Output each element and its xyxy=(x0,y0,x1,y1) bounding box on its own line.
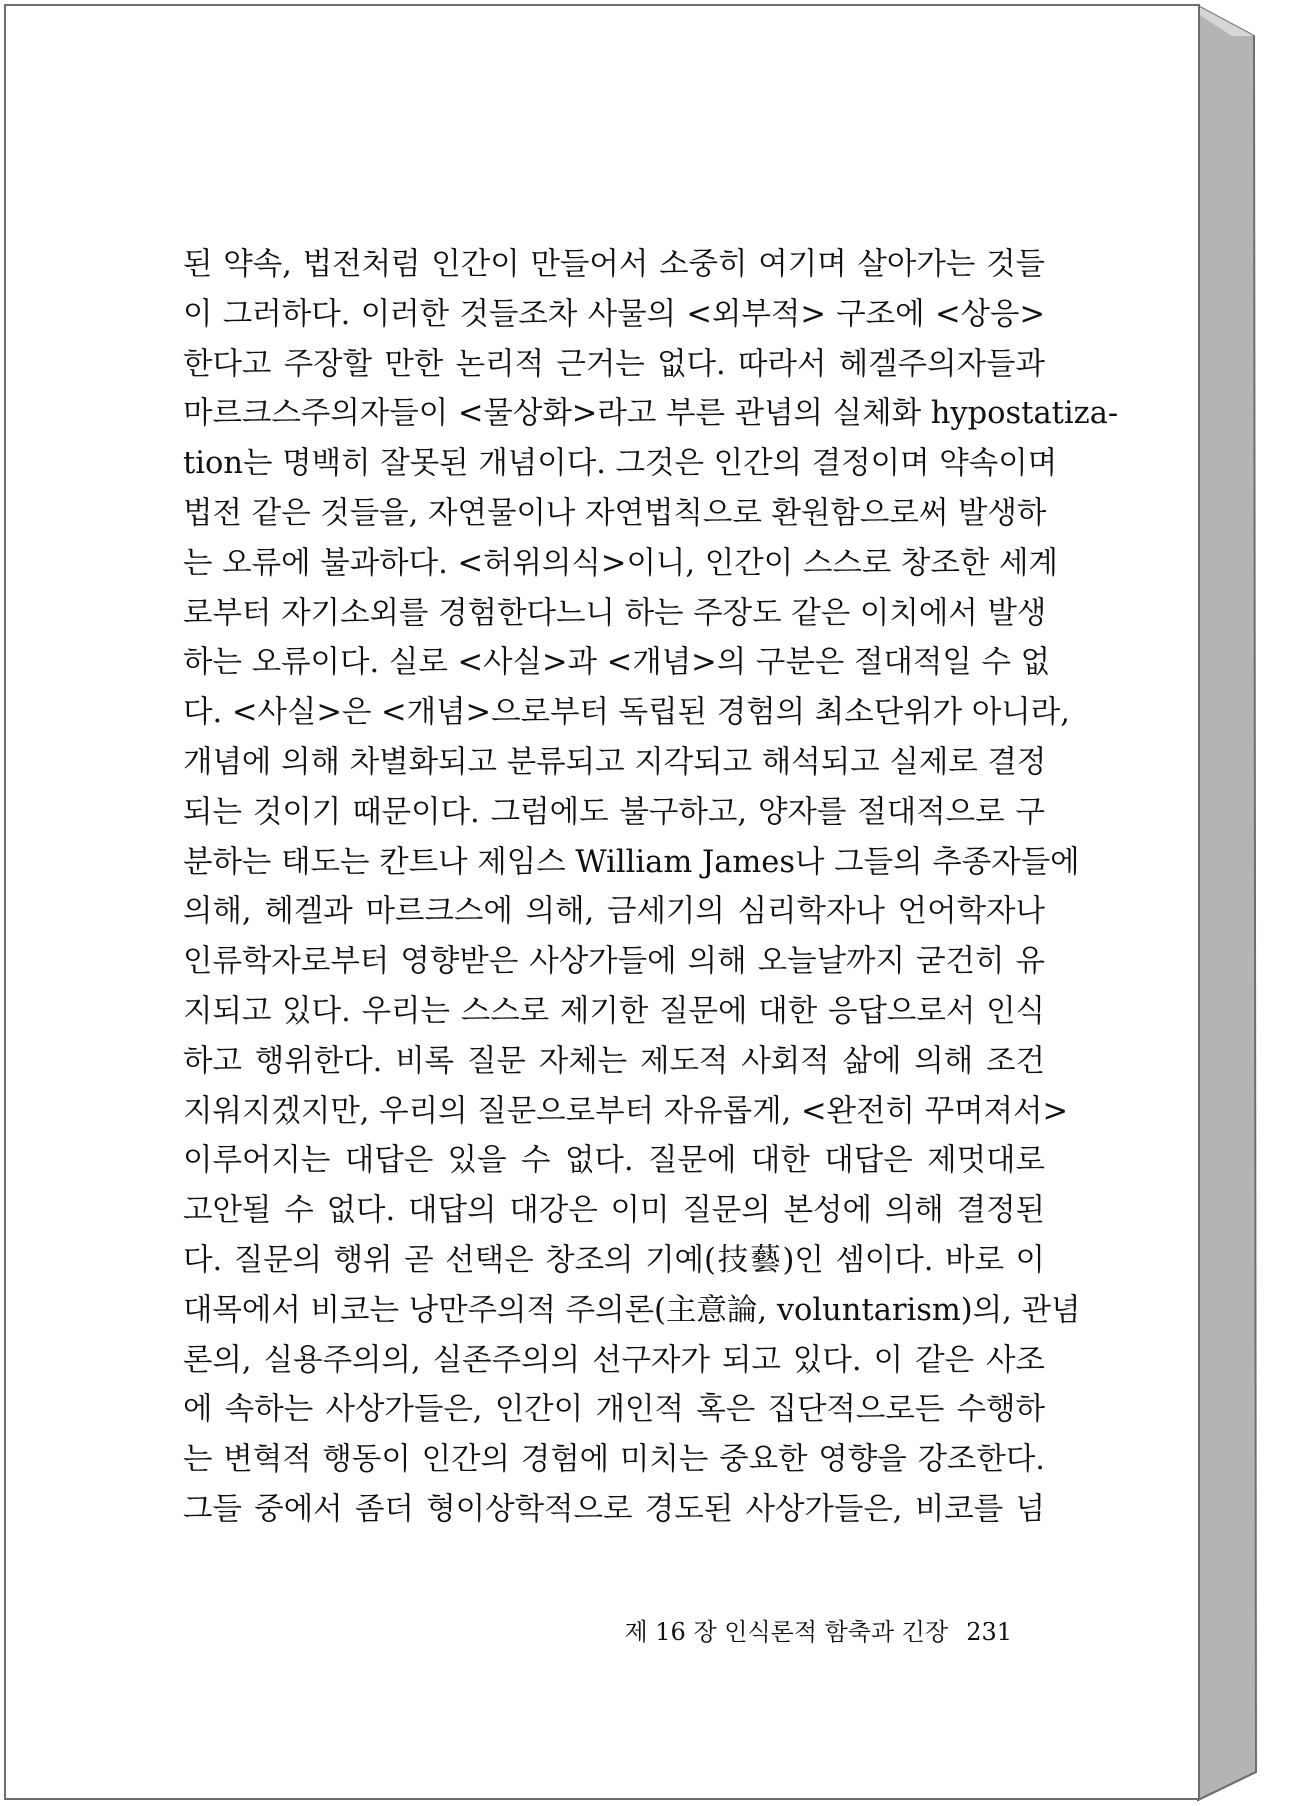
text-line: 로부터 자기소외를 경험한다느니 하는 주장도 같은 이치에서 발생 xyxy=(183,595,1047,631)
text-line: 고안될 수 없다. 대답의 대강은 이미 질문의 본성에 의해 결정된 xyxy=(183,1193,1045,1229)
text-line: 의해, 헤겔과 마르크스에 의해, 금세기의 심리학자나 언어학자나 xyxy=(183,894,1045,930)
text-line: 이 그러하다. 이러한 것들조차 사물의 <외부적> 구조에 <상응> xyxy=(183,296,1045,332)
text-line: 된 약속, 법전처럼 인간이 만들어서 소중히 여기며 살아가는 것들 xyxy=(183,247,1045,282)
body-text xyxy=(183,240,1119,1535)
text-line: 다. 질문의 행위 곧 선택은 창조의 기예(技藝)인 셈이다. 바로 이 xyxy=(183,1242,1045,1278)
text-line: 지되고 있다. 우리는 스스로 제기한 질문에 대한 응답으로서 인식 xyxy=(183,993,1045,1029)
text-line: 이루어지는 대답은 있을 수 없다. 질문에 대한 대답은 제멋대로 xyxy=(183,1143,1045,1179)
text-line: 그들 중에서 좀더 형이상학적으로 경도된 사상가들은, 비코를 넘 xyxy=(183,1491,1045,1527)
text-line: 한다고 주장할 만한 논리적 근거는 없다. 따라서 헤겔주의자들과 xyxy=(183,346,1045,382)
text-line: 인류학자로부터 영향받은 사상가들에 의해 오늘날까지 굳건히 유 xyxy=(183,944,1045,980)
text-line: tion는 명백히 잘못된 개념이다. 그것은 인간의 결정이며 약속이며 xyxy=(183,446,1058,482)
text-line: 에 속하는 사상가들은, 인간이 개인적 혹은 집단적으로든 수행하 xyxy=(183,1392,1045,1428)
text-line: 마르크스주의자들이 <물상화>라고 부른 관념의 실체화 hypostatiza- xyxy=(183,396,1119,432)
text-line: 지워지겠지만, 우리의 질문으로부터 자유롭게, <완전히 꾸며져서> xyxy=(183,1093,1069,1129)
text-line: 개념에 의해 차별화되고 분류되고 지각되고 해석되고 실제로 결정 xyxy=(183,744,1047,780)
text-line: 다. <사실>은 <개념>으로부터 독립된 경험의 최소단위가 아니라, xyxy=(183,695,1070,731)
text-line: 대목에서 비코는 낭만주의적 주의론(主意論, voluntarism)의, 관념 xyxy=(183,1292,1081,1328)
text-line: 분하는 태도는 칸트나 제임스 William James나 그들의 추종자들에 xyxy=(183,844,1080,880)
text-line: 는 오류에 불과하다. <허위의식>이니, 인간이 스스로 창조한 세계 xyxy=(183,545,1058,581)
page-footer xyxy=(620,1612,1012,1647)
text-line: 론의, 실용주의의, 실존주의의 선구자가 되고 있다. 이 같은 사조 xyxy=(183,1342,1045,1378)
text-line: 되는 것이기 때문이다. 그럼에도 불구하고, 양자를 절대적으로 구 xyxy=(183,794,1045,830)
page-number: 231 xyxy=(966,1618,1012,1646)
text-line: 는 변혁적 행동이 인간의 경험에 미치는 중요한 영향을 강조한다. xyxy=(183,1442,1045,1478)
text-line: 하는 오류이다. 실로 <사실>과 <개념>의 구분은 절대적일 수 없 xyxy=(183,645,1051,681)
text-line: 법전 같은 것들을, 자연물이나 자연법칙으로 환원함으로써 발생하 xyxy=(183,495,1047,531)
text-line: 하고 행위한다. 비록 질문 자체는 제도적 사회적 삶에 의해 조건 xyxy=(183,1043,1045,1079)
running-chapter-title: 제 16 장 인식론적 함축과 긴장 xyxy=(624,1618,949,1646)
